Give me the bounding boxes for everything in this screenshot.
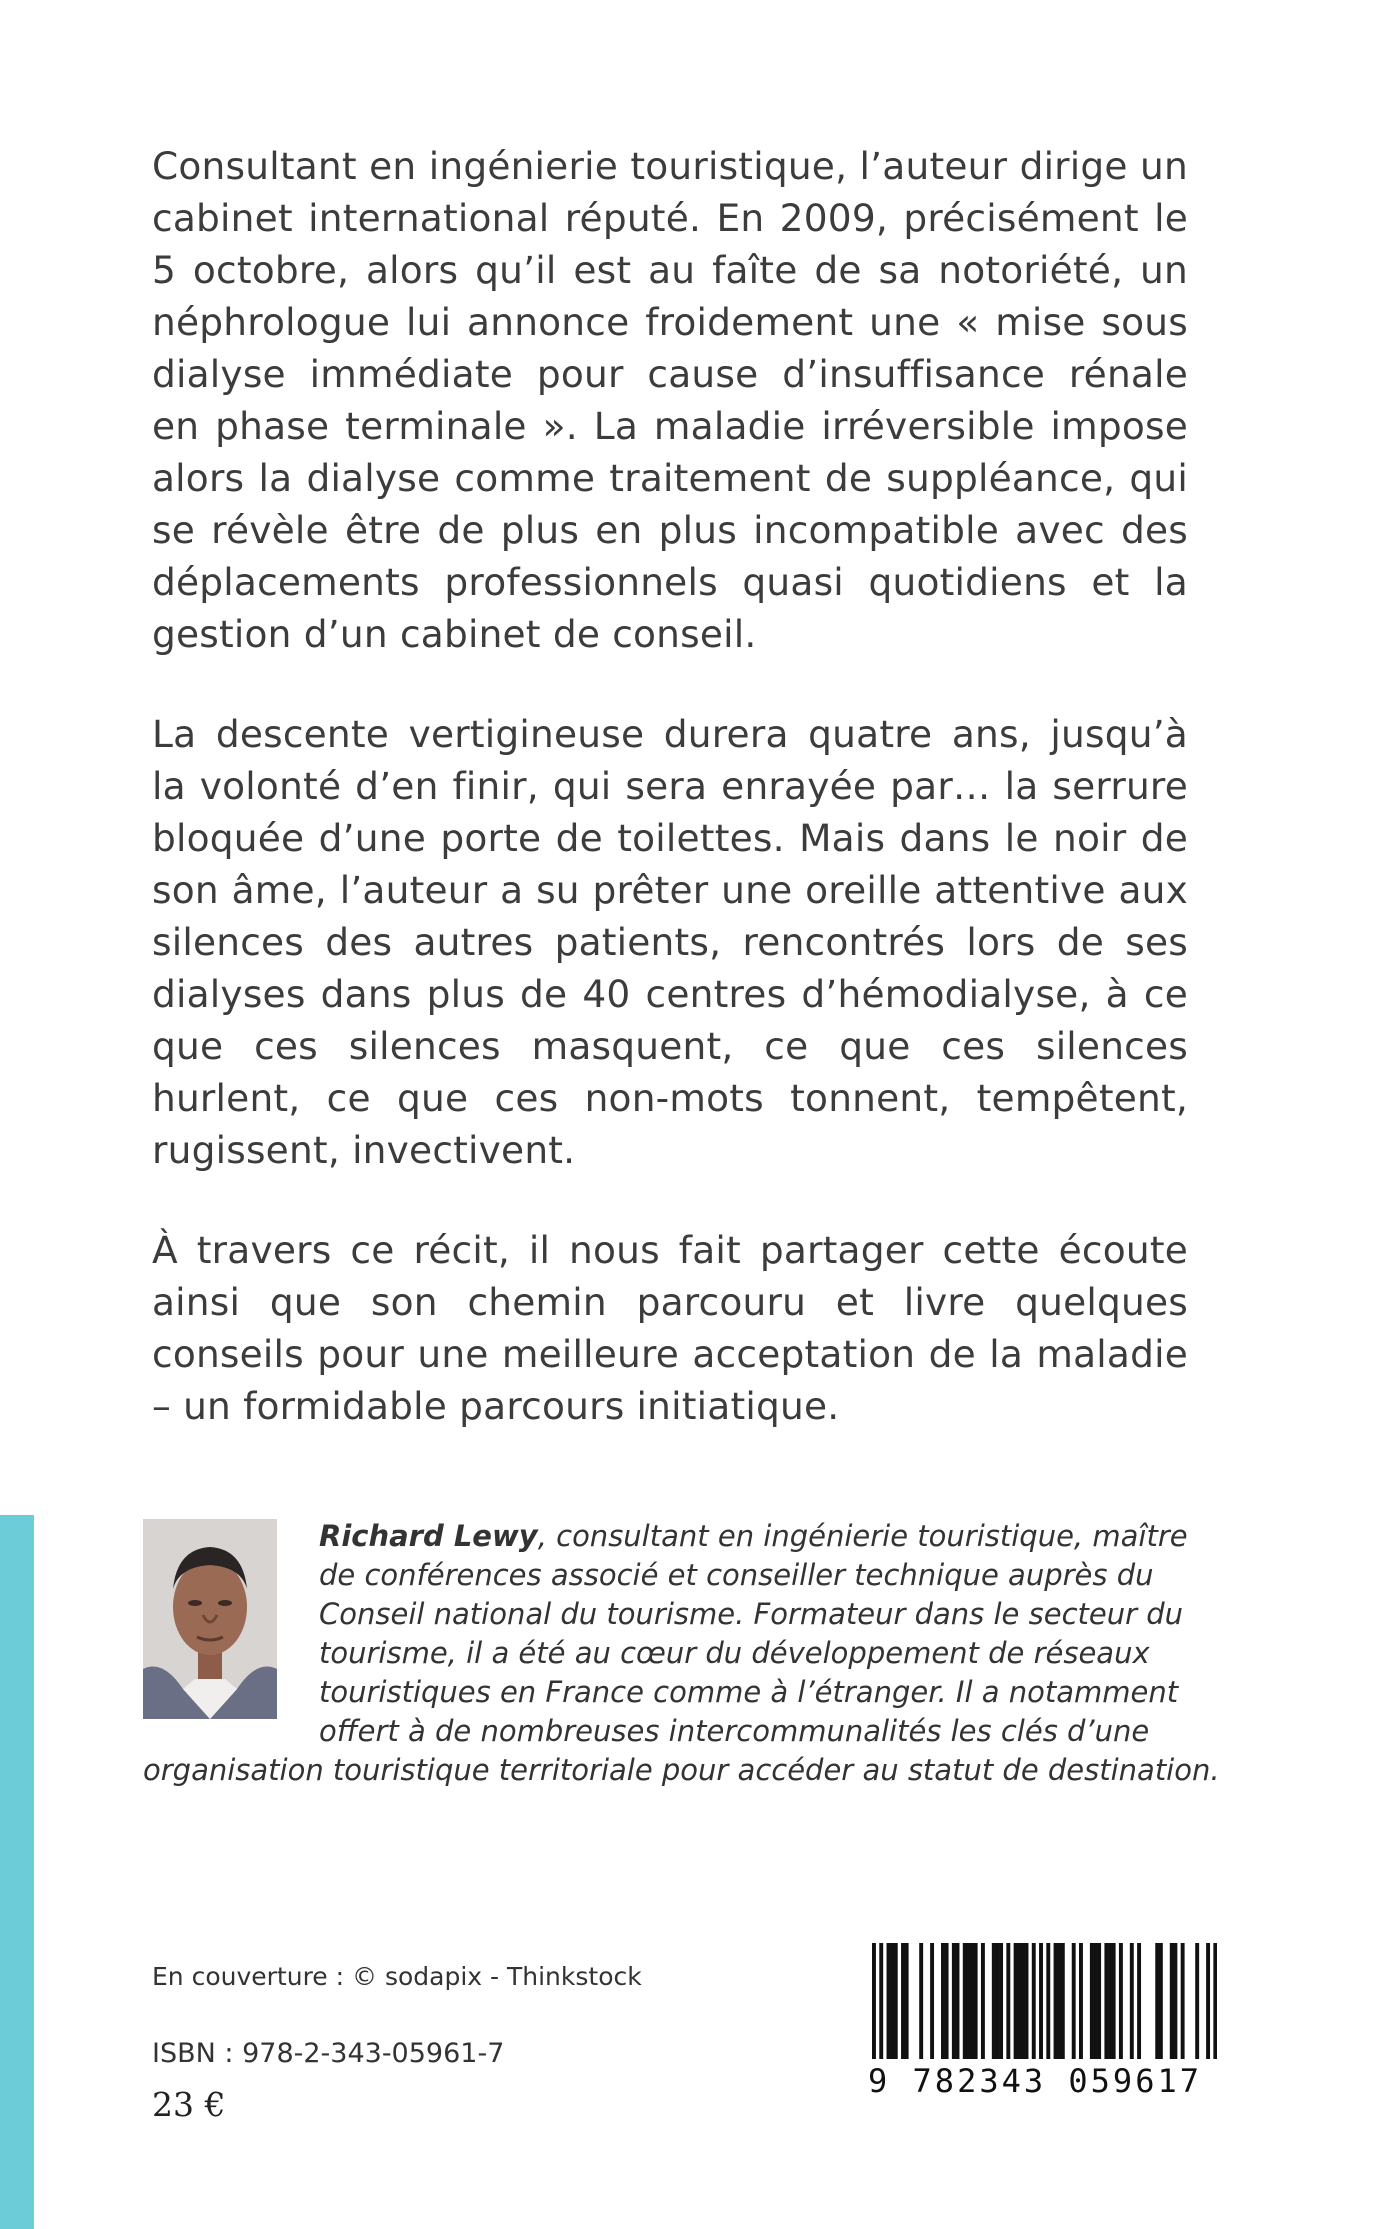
barcode-bar	[930, 1943, 934, 2059]
barcode-bar	[1061, 1943, 1065, 2059]
cover-credits: En couverture : © sodapix - Thinkstock	[152, 1962, 642, 1991]
barcode-bar	[1054, 1943, 1058, 2059]
barcode-bar	[1039, 1943, 1043, 2059]
barcode-bar	[945, 1943, 949, 2059]
barcode-bar	[1112, 1943, 1116, 2059]
barcode-bar	[1072, 1943, 1076, 2059]
barcode-bar	[901, 1943, 905, 2059]
barcode-bar	[887, 1943, 891, 2059]
barcode	[872, 1943, 1217, 2059]
barcode-bar	[1206, 1943, 1210, 2059]
barcode-bar	[894, 1943, 898, 2059]
barcode-bar	[995, 1943, 999, 2059]
blurb-paragraph: À travers ce récit, il nous fait partager cette écoute ainsi que son chemin parcouru et livre quelques conseils pour une meilleure acceptation de la maladie – un formidable parcours initiatique.	[152, 1228, 1188, 1428]
barcode-bar	[1046, 1943, 1050, 2059]
barcode-bar	[1057, 1943, 1061, 2059]
barcode-bar	[1006, 1943, 1010, 2059]
barcode-bar	[941, 1943, 945, 2059]
price: 23 €	[152, 2085, 226, 2124]
barcode-bar	[974, 1943, 978, 2059]
barcode-bar	[1195, 1943, 1199, 2059]
barcode-bar	[1025, 1943, 1029, 2059]
barcode-bar	[992, 1943, 996, 2059]
barcode-bar	[919, 1943, 923, 2059]
barcode-bar	[1170, 1943, 1174, 2059]
author-bio-text: , consultant en ingénierie touristique, maître de conférences associé et conseiller technique auprès du Conseil national du tourisme. Formateur dans le secteur du tourisme, il a été au cœur du développement de réseaux touristiques en France comme à l’étranger. Il a notamment offert à de nombreuses intercommunalités les clés d’une organisation touristique territoriale pour accéder au statut de destination.	[143, 1519, 1220, 1787]
barcode-bar	[1137, 1943, 1141, 2059]
barcode-bar	[1181, 1943, 1185, 2059]
barcode-bar	[970, 1943, 974, 2059]
barcode-bar	[1159, 1943, 1163, 2059]
barcode-bar	[1108, 1943, 1112, 2059]
barcode-bar	[966, 1943, 970, 2059]
barcode-bar	[1079, 1943, 1083, 2059]
author-bio	[143, 1517, 1233, 1790]
barcode-bar	[890, 1943, 894, 2059]
barcode-bar	[1213, 1943, 1217, 2059]
barcode-bar	[1094, 1943, 1098, 2059]
cover-accent-bar	[0, 1515, 34, 2229]
barcode-bar	[1014, 1943, 1018, 2059]
barcode-bar	[1097, 1943, 1101, 2059]
author-name: Richard Lewy	[319, 1519, 538, 1553]
barcode-bar	[956, 1943, 960, 2059]
barcode-bar	[1130, 1943, 1134, 2059]
author-photo	[143, 1519, 277, 1719]
barcode-bar	[981, 1943, 985, 2059]
barcode-bar	[1173, 1943, 1177, 2059]
barcode-bar	[1032, 1943, 1036, 2059]
barcode-bar	[1090, 1943, 1094, 2059]
barcode-bar	[1119, 1943, 1123, 2059]
barcode-bar	[952, 1943, 956, 2059]
barcode-bar	[963, 1943, 967, 2059]
barcode-bar	[872, 1943, 876, 2059]
blurb-paragraph: La descente vertigineuse durera quatre ans, jusqu’à la volonté d’en finir, qui sera enrayée par… la serrure bloquée d’une porte de toilettes. Mais dans le noir de son âme, l’auteur a su prêter une oreille attentive aux silences des autres patients, rencontrés lors de ses dialyses dans plus de 40 centres d’hémodialyse, à ce que ces silences masquent, ce que ces silences hurlent, ce que ces non-mots tonnent, tempêtent, rugissent, invectivent.	[152, 712, 1188, 1172]
barcode-bar	[1017, 1943, 1021, 2059]
blurb-paragraph: Consultant en ingénierie touristique, l’auteur dirige un cabinet international réputé. En 2009, précisément le 5 octobre, alors qu’il est au faîte de sa notoriété, un néphrologue lui annonce froidement une « mise sous dialyse immédiate pour cause d’insuffisance rénale en phase terminale ». La maladie irréversible impose alors la dialyse comme traitement de suppléance, qui se révèle être de plus en plus incompatible avec des déplacements professionnels quasi quotidiens et la gestion d’un cabinet de conseil.	[152, 144, 1188, 656]
barcode-bar	[999, 1943, 1003, 2059]
back-cover-blurb	[152, 140, 1188, 1480]
barcode-bar	[1155, 1943, 1159, 2059]
isbn: ISBN : 978-2-343-05961-7	[152, 2038, 505, 2069]
barcode-bar	[879, 1943, 883, 2059]
barcode-bar	[1104, 1943, 1108, 2059]
barcode-digits: 9 782343 059617	[868, 2062, 1202, 2100]
barcode-bar	[1021, 1943, 1025, 2059]
barcode-bar	[905, 1943, 909, 2059]
